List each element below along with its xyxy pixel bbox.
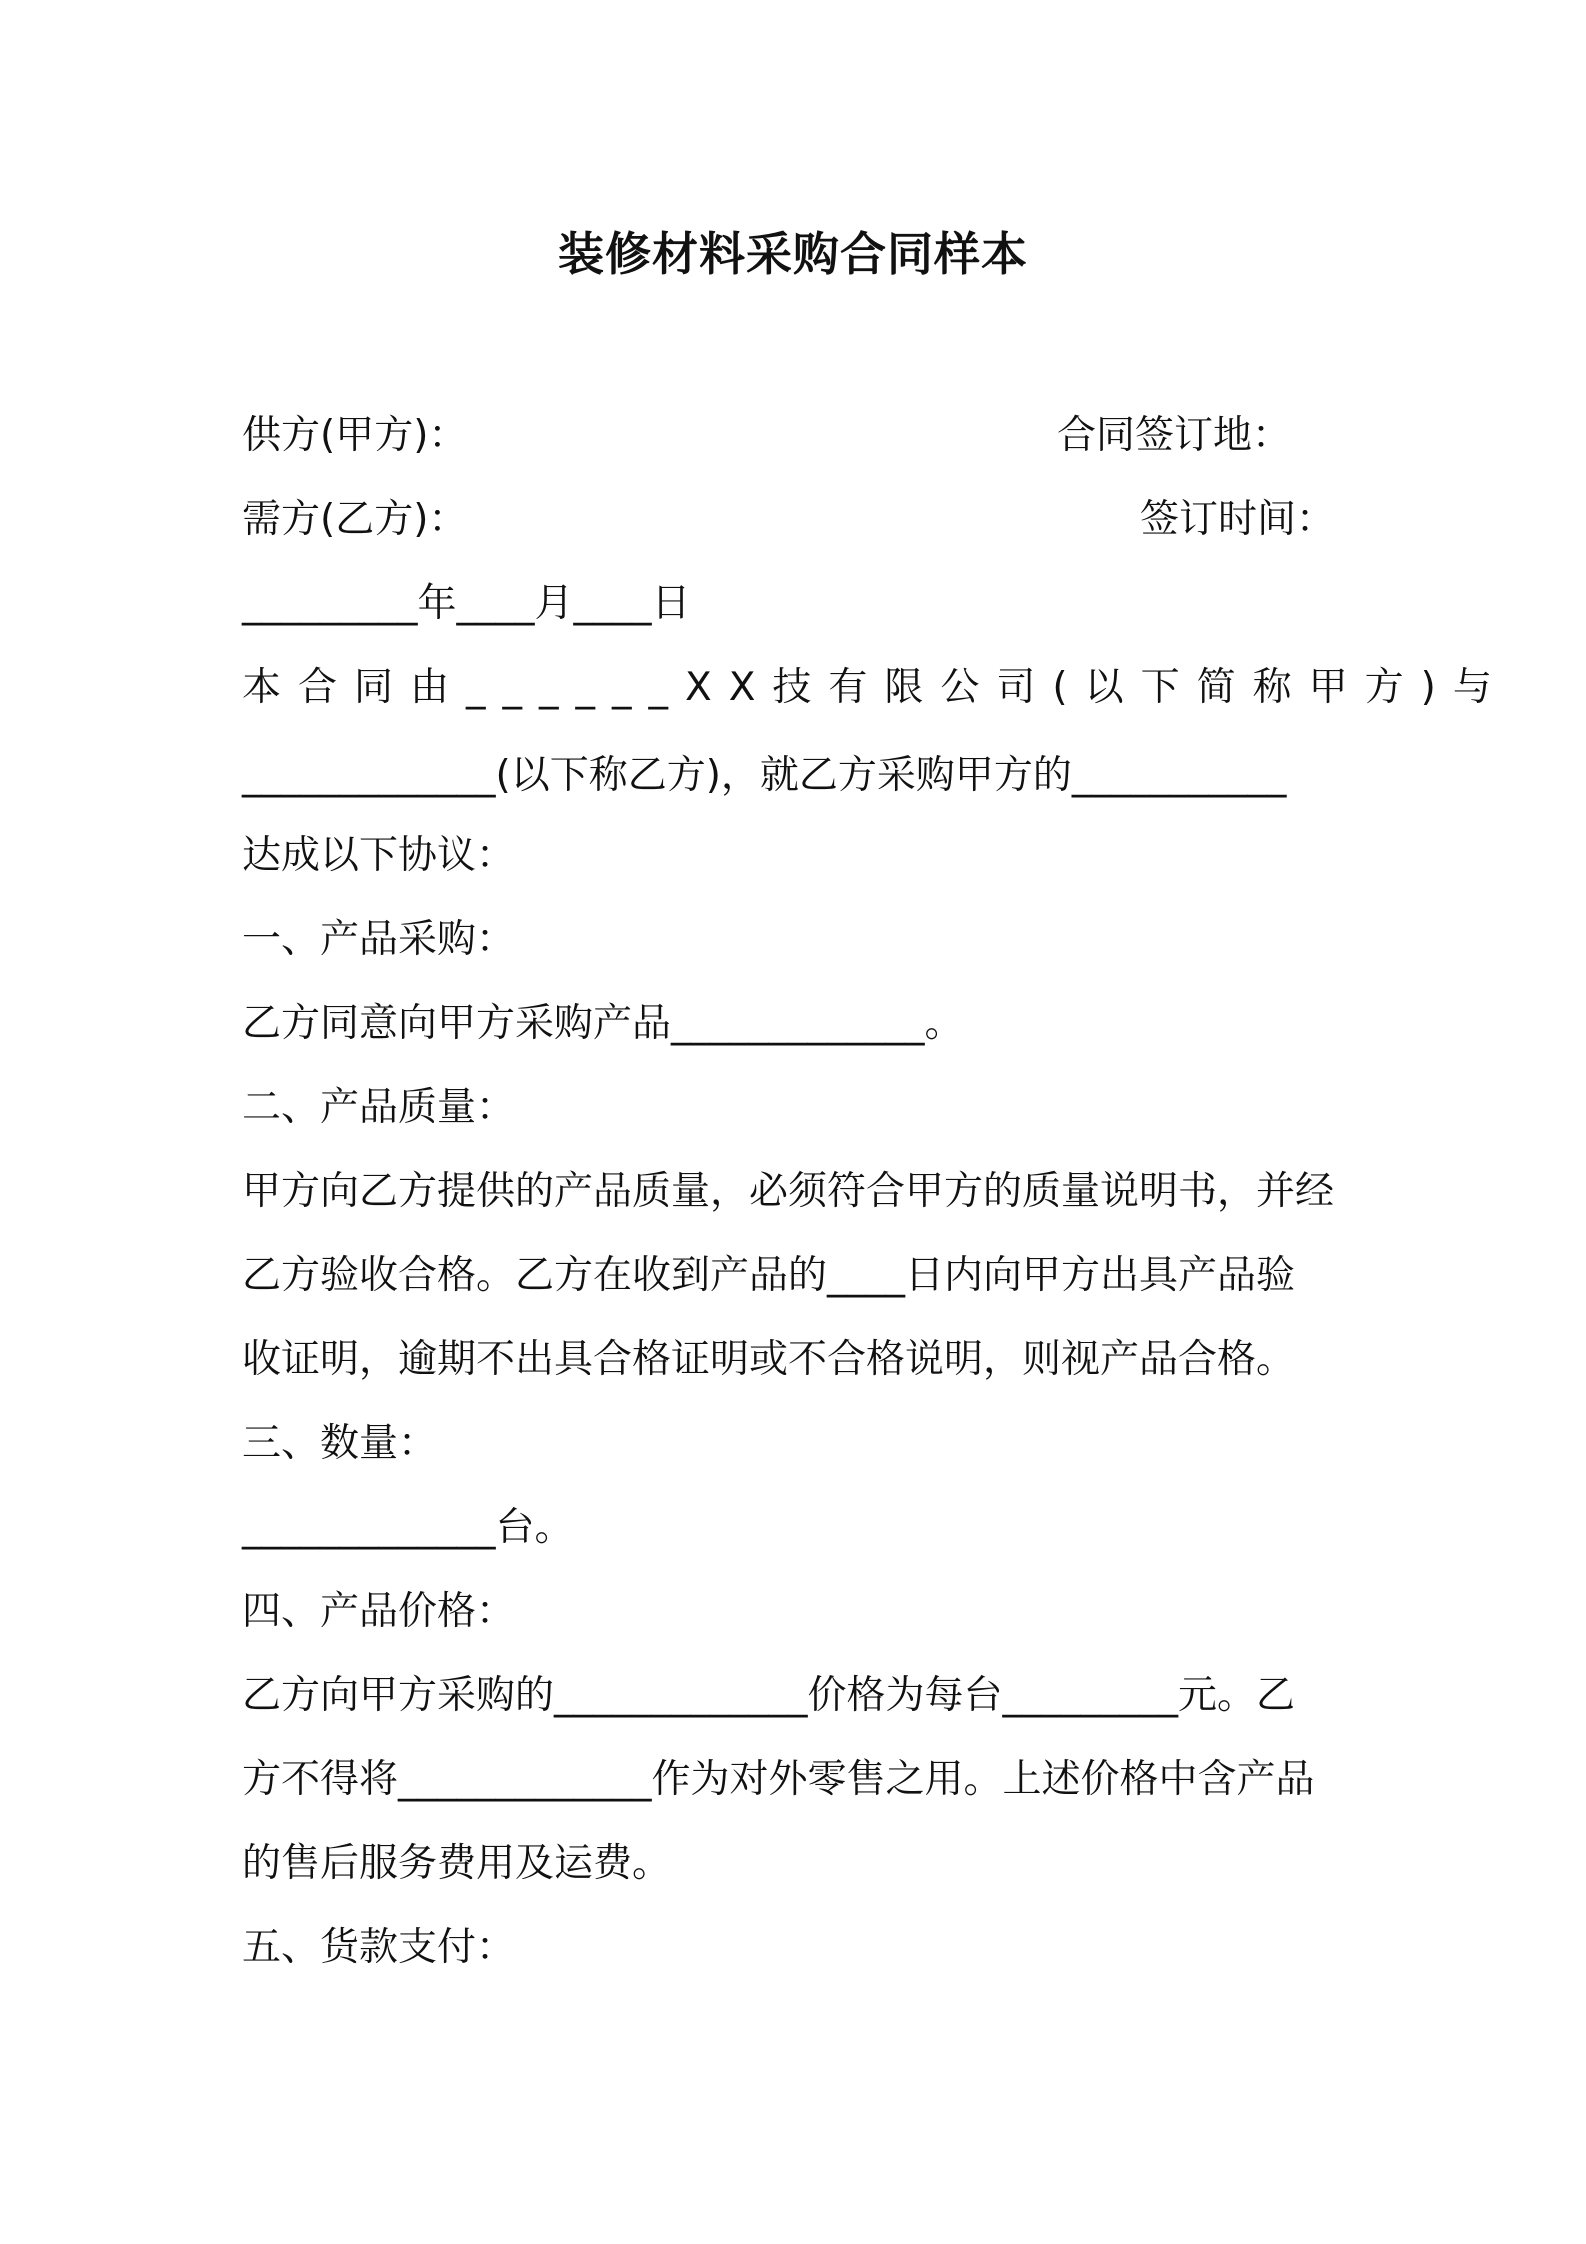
section-2-line-1: 甲方向乙方提供的产品质量，必须符合甲方的质量说明书，并经 — [242, 1169, 1335, 1214]
date-line: _________年____月____日 — [242, 581, 691, 626]
section-1-text: 乙方同意向甲方采购产品_____________。 — [242, 1001, 964, 1046]
section-2-line-2: 乙方验收合格。乙方在收到产品的____日内向甲方出具产品验 — [242, 1253, 1296, 1298]
section-5-title: 五、货款支付： — [242, 1925, 516, 1970]
section-1-title: 一、产品采购： — [242, 917, 516, 962]
section-4-title: 四、产品价格： — [242, 1589, 516, 1634]
sign-place-label: 合同签订地： — [1057, 413, 1292, 458]
section-3-title: 三、数量： — [242, 1421, 438, 1466]
section-2-title: 二、产品质量： — [242, 1085, 516, 1130]
intro-line-1: 本合同由______XX技有限公司(以下简称甲方)与 — [242, 665, 1509, 710]
document-title: 装修材料采购合同样本 — [558, 227, 1028, 281]
buyer-label: 需方(乙方)： — [242, 497, 468, 542]
intro-line-2: _____________(以下称乙方)，就乙方采购甲方的___________ — [242, 753, 1287, 798]
supplier-label: 供方(甲方)： — [242, 413, 468, 458]
section-4-line-3: 的售后服务费用及运费。 — [242, 1841, 672, 1886]
section-3-text: _____________台。 — [242, 1505, 574, 1550]
intro-line-3: 达成以下协议： — [242, 833, 516, 878]
section-4-line-1: 乙方向甲方采购的_____________价格为每台_________元。乙 — [242, 1673, 1296, 1718]
sign-time-label: 签订时间： — [1140, 497, 1336, 542]
section-2-line-3: 收证明，逾期不出具合格证明或不合格说明，则视产品合格。 — [242, 1337, 1296, 1382]
section-4-line-2: 方不得将_____________作为对外零售之用。上述价格中含产品 — [242, 1757, 1315, 1802]
